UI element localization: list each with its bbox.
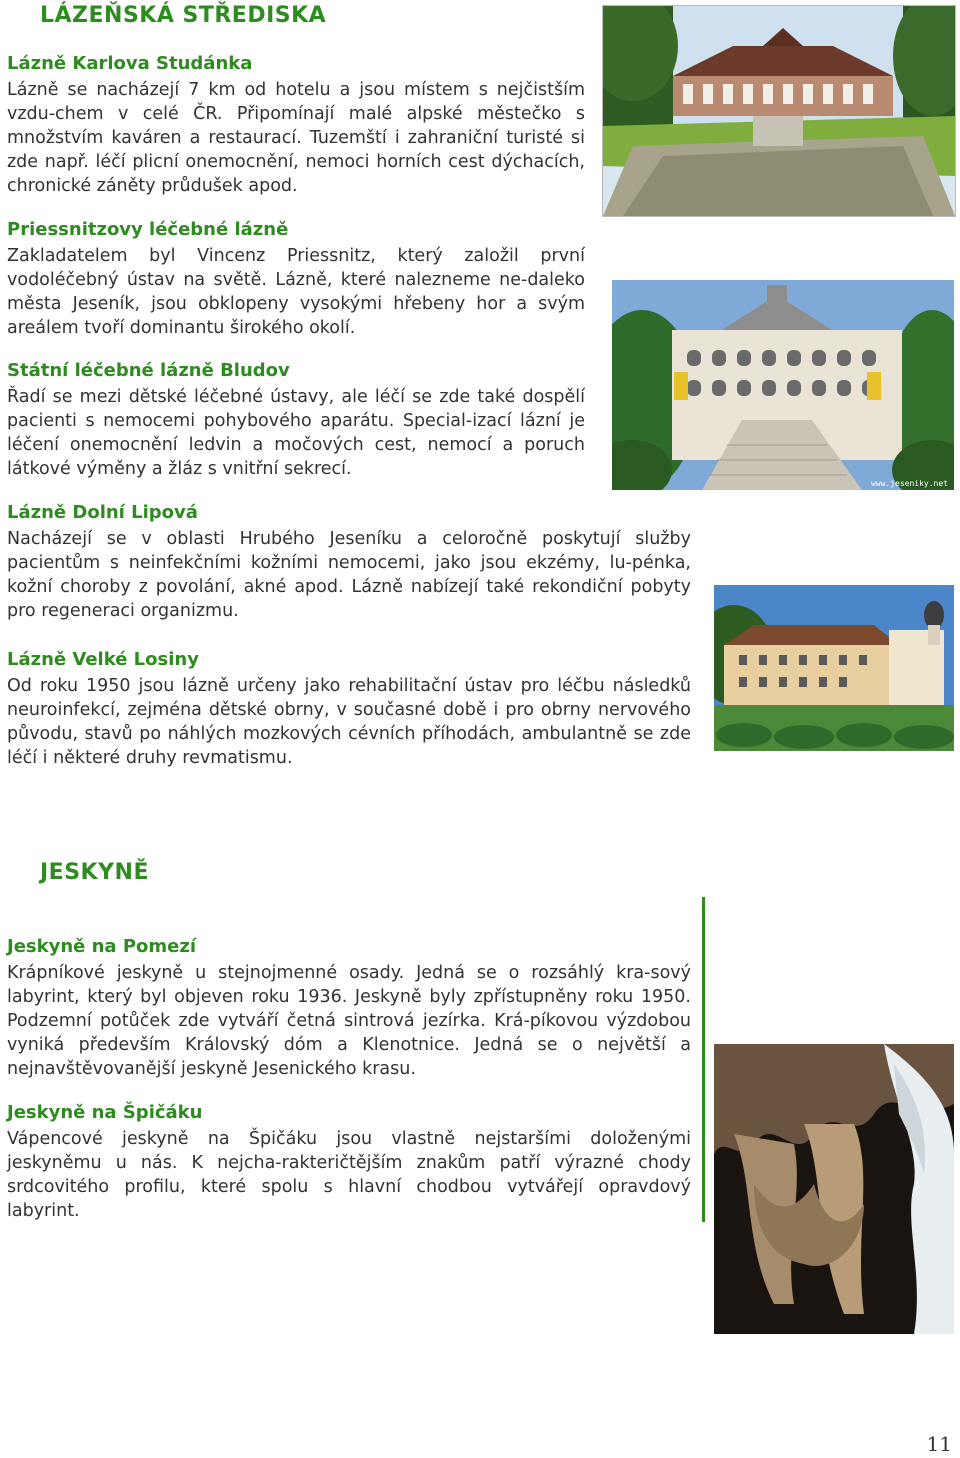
- section-title: Lázně Velké Losiny: [7, 649, 199, 670]
- section-title: Lázně Dolní Lipová: [7, 502, 198, 523]
- section-velke-losiny: [7, 648, 691, 770]
- section-title: Priessnitzovy léčebné lázně: [7, 219, 289, 240]
- section-title: Lázně Karlova Studánka: [7, 53, 253, 74]
- section-text: Lázně se nacházejí 7 km od hotelu a jsou místem s nejčistším vzdu-chem v celé ČR. Připomínají malé alpské městečko s množstvím kaváren a restaurací. Tuzemští i zahraniční turisté si zde např. léčí plicní onemocnění, nemoci horních cest dýchacích, chronické záněty průdušek apod.: [7, 80, 585, 196]
- photo-velke-losiny: [714, 585, 954, 751]
- section-priessnitz: [7, 218, 585, 340]
- section-title: Státní léčebné lázně Bludov: [7, 360, 290, 381]
- section-text: Krápníkové jeskyně u stejnojmenné osady. Jedná se o rozsáhlý kra-sový labyrint, který byl objeven roku 1936. Jeskyně byly zpřístupněny roku 1950. Podzemní potůček zde vytváří četná sintrová jezírka. Krá-píkovou výzdobou vyniká především Královský dóm a Klenotnice. Jedná se o největší a nejnavštěvovanější jeskyně Jesenického krasu.: [7, 963, 691, 1079]
- photo-priessnitz: [612, 280, 954, 490]
- photo-karlova-studanka: [602, 5, 956, 217]
- photo-cave: [714, 1044, 954, 1334]
- photo-cave-svg: [714, 1044, 954, 1334]
- heading-caves: JESKYNĚ: [40, 860, 149, 885]
- section-title: Jeskyně na Špičáku: [7, 1102, 203, 1123]
- section-text: Nacházejí se v oblasti Hrubého Jeseníku a celoročně poskytují služby pacientům s neinfekčními kožními nemocemi, jako jsou ekzémy, lu-pénka, kožní choroby z povolání, akné apod. Lázně nabízejí také rekondiční pobyty pro regeneraci organizmu.: [7, 529, 691, 621]
- accent-line: [702, 897, 705, 1222]
- page-number: 11: [926, 1432, 952, 1456]
- section-pomezi: [7, 935, 691, 1081]
- section-bludov: [7, 359, 585, 481]
- section-dolni-lipova: [7, 501, 691, 623]
- section-title: Jeskyně na Pomezí: [7, 936, 197, 957]
- section-text: Řadí se mezi dětské léčebné ústavy, ale léčí se zde také dospělí pacienti s nemocemi pohybového aparátu. Special-izací lázní je léčení onemocnění ledvin a močových cest, nemocí a poruch látkové výměny a žláz s vnitřní sekrecí.: [7, 387, 585, 479]
- photo-priessnitz-svg: [612, 280, 954, 490]
- photo-watermark: www.jeseniky.net: [870, 479, 948, 488]
- section-karlova-studanka: [7, 52, 585, 198]
- section-spicak: [7, 1101, 691, 1223]
- section-text: Zakladatelem byl Vincenz Priessnitz, který založil první vodoléčebný ústav na světě. Lázně, které nalezneme ne-daleko města Jeseník, jsou obklopeny vysokými hřebeny hor a svým areálem tvoří dominantu širokého okolí.: [7, 246, 585, 338]
- section-text: Od roku 1950 jsou lázně určeny jako rehabilitační ústav pro léčbu následků neuroinfekcí, zejména dětské obrny, v současné době i pro obrny nervového původu, stavů po náhlých mozkových cévních příhodách, ambulantně se zde léčí i některé druhy revmatismu.: [7, 676, 691, 768]
- heading-spas: LÁZEŇSKÁ STŘEDISKA: [40, 3, 327, 28]
- section-text: Vápencové jeskyně na Špičáku jsou vlastně nejstaršími doloženými jeskyněmu u nás. K nejcha-rakteričtějším znakům patří výrazné chody srdcovitého profilu, které spolu s hlavní chodbou vytvářejí opravdový labyrint.: [7, 1129, 691, 1221]
- photo-velke-losiny-svg: [714, 585, 954, 751]
- photo-karlova-studanka-svg: [603, 6, 955, 216]
